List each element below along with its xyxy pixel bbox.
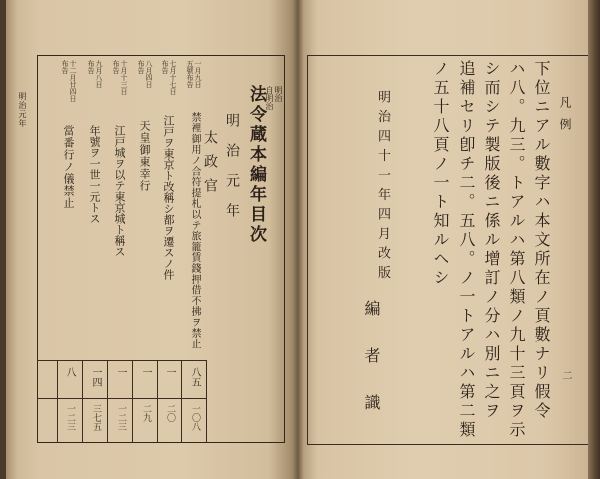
entry-date: 八月四日 [145,60,153,88]
entry-ref: 二九 [141,404,151,422]
entry-date: 七月十七日 [169,60,177,95]
entry-ref: 三七五 [91,404,101,431]
notes-text-line: 追補セリ卽チ二。五八。ノ一トアルハ第二類 [457,60,476,440]
notes-text-line: 下位ニアル數字ハ本文所在ノ頁數ナリ假令 [532,60,551,421]
entry-page: 一 [164,367,175,377]
margin-label: 明治元年 [18,92,27,128]
entry-issue: 布告 [137,60,145,74]
entry-issue: 布告 [112,60,120,74]
entry-issue: 布告 [61,60,69,74]
entry-title: 禁裡御用ノ合符提札以テ旅籠賃錢押借不拂ヲ禁止 [189,112,200,350]
entry-title: 江戸ヲ東京ト改稱シ都ヲ遷スノ件 [162,115,175,280]
table-rule [82,360,83,442]
entry-title: 年號ヲ一世一元トス [88,125,101,224]
entry-page: 八五 [189,367,200,387]
entry-issue: 布告 [161,60,169,74]
entry-title: 當番行ノ儀禁止 [62,125,75,209]
frame-top-rule [307,55,588,56]
office-heading: 太政官 [202,130,218,202]
left-page [6,0,298,479]
book-edge [588,0,600,479]
table-rule [57,360,58,442]
table-rule [107,360,108,442]
entry-date: 九月八日 [95,60,103,88]
notes-text-line: ノ五十八頁ノ一ト知ルヘシ [431,60,450,288]
contents-title: 法令蔵本編年目次 [246,85,266,245]
editor-signature: 編者識 [362,300,381,441]
notes-text-line: ハ八。九三。トアルハ第八類ノ九十三頁ヲ示 [507,60,526,440]
entry-ref: 一〇八 [190,404,200,431]
right-page [298,0,588,479]
entry-title: 天皇御東幸行 [138,120,151,192]
table-rule [157,360,158,442]
table-rule [181,360,182,442]
frame-bottom-rule [307,444,588,445]
entry-date: 一月九日 [194,60,202,88]
entry-date: 十二月廿四日 [69,60,77,102]
entry-page: 一四 [90,367,101,387]
entry-ref: 二〇 [165,404,175,422]
table-rule [206,360,207,442]
title-annotation: 自明治 [265,86,274,110]
entry-page: 八 [64,367,75,377]
entry-ref: 一二三 [116,404,126,431]
entry-page: 一 [115,367,126,377]
entry-title: 江戸城ヲ以テ東京城ト稱ス [113,125,126,257]
page-header: 凡例 [558,96,572,140]
revision-date: 明治四十一年四月改版 [375,90,390,285]
title-annotation: 明治 [274,86,283,102]
era-heading: 明治元年 [224,113,240,233]
frame-left-rule [307,55,308,444]
entry-date: 十月十三日 [120,60,128,95]
notes-text-line: シ而シテ製版後ニ係ル增訂ノ分ハ別ニ之ヲ [482,60,501,421]
table-rule [132,360,133,442]
page-number: 二 [560,370,571,380]
entry-page: 一 [140,367,151,377]
entry-issue: 布告 [87,60,95,74]
entry-issue: 五號布告 [186,60,194,88]
entry-ref: 一二三 [65,404,75,431]
